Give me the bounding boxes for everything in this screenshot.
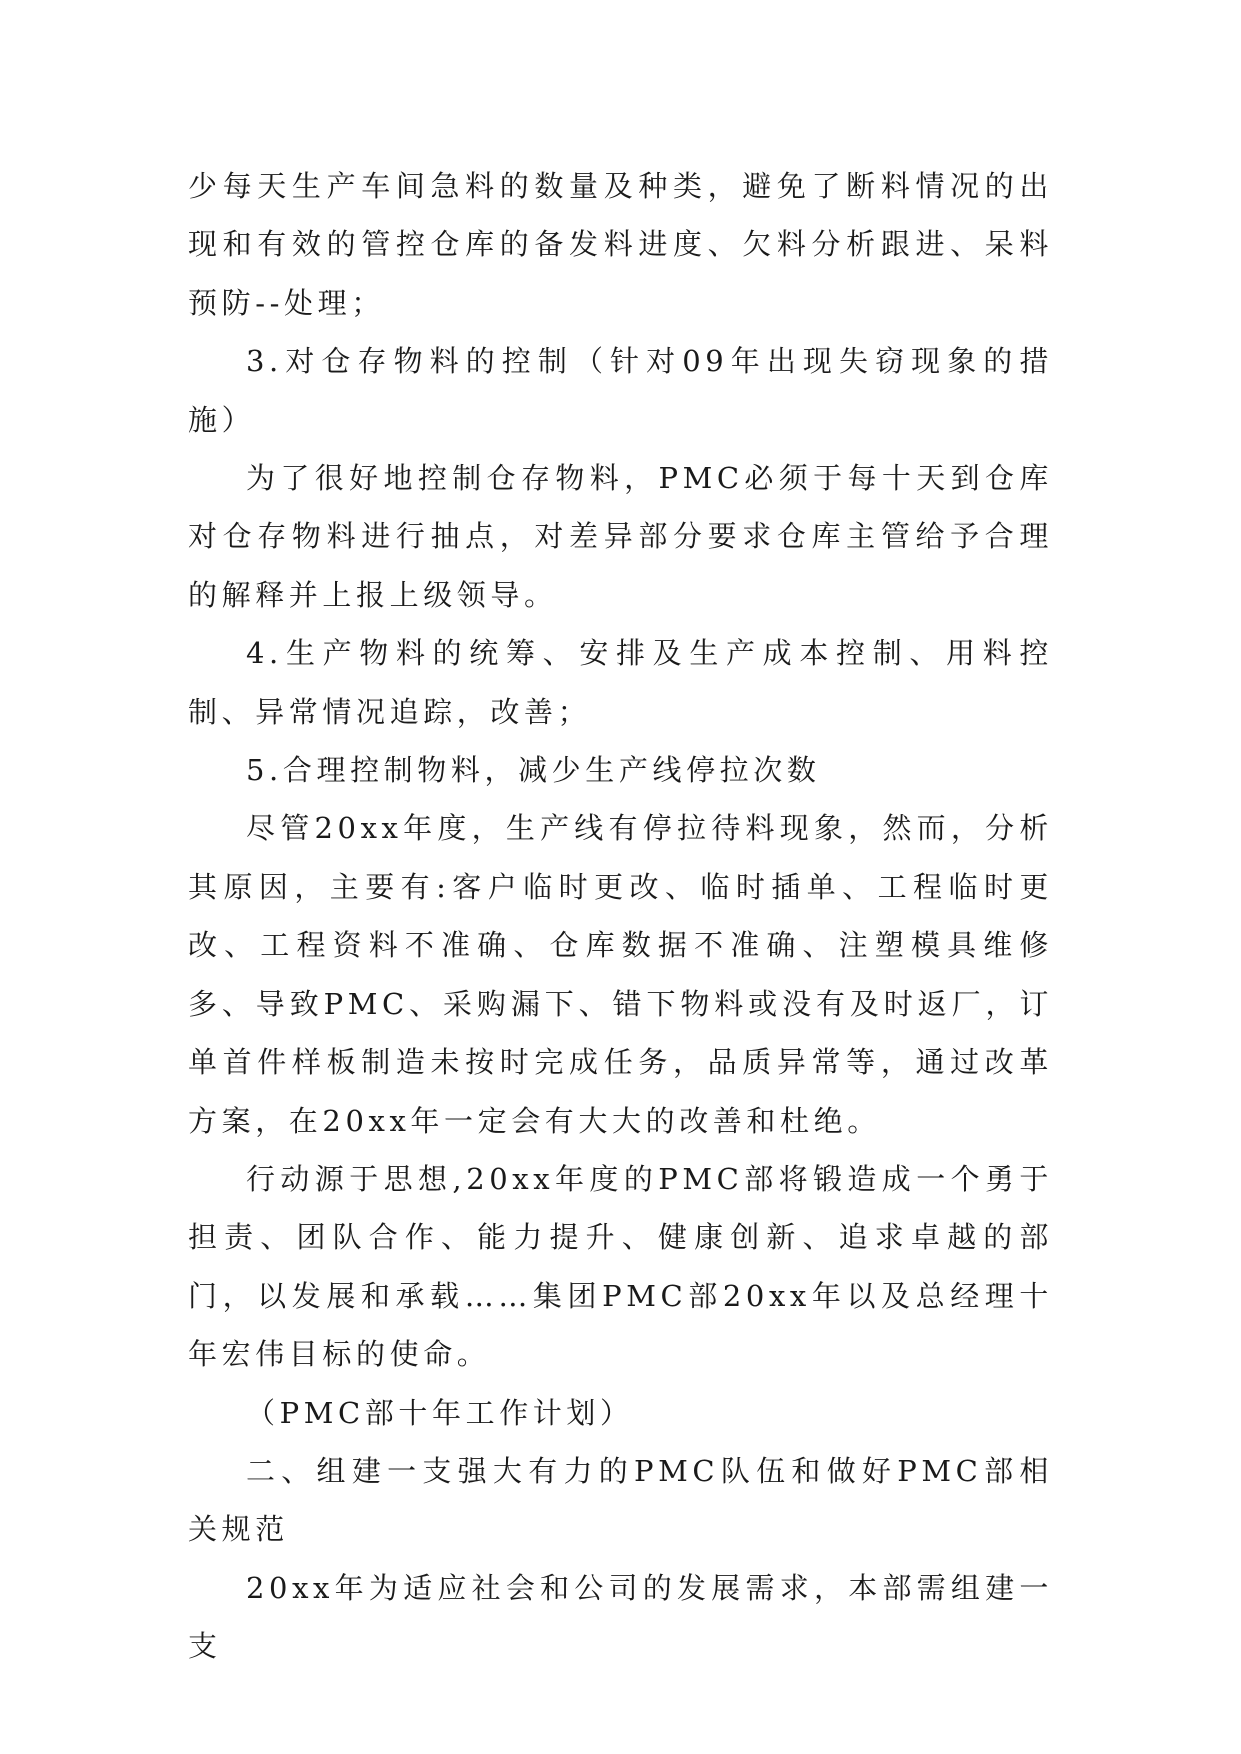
section-heading: 二、组建一支强大有力的PMC队伍和做好PMC部相关规范 xyxy=(188,1453,1053,1547)
paragraph-7: 行动源于思想,20xx年度的PMC部将锻造成一个勇于担责、团队合作、能力提升、健康创新、追求卓越的部门，以发展和承载……集团PMC部20xx年以及总经理十年宏伟目标的使命。 xyxy=(188,1161,1053,1372)
paragraph-2: 3.对仓存物料的控制（针对09年出现失窃现象的措施） xyxy=(188,344,1053,437)
document-body xyxy=(188,157,1053,1676)
paragraph-4: 4.生产物料的统筹、安排及生产成本控制、用料控制、异常情况追踪，改善； xyxy=(188,636,1053,729)
paragraph-3: 为了很好地控制仓存物料，PMC必须于每十天到仓库对仓存物料进行抽点，对差异部分要求仓库主管给予合理的解释并上报上级领导。 xyxy=(188,461,1053,612)
paragraph-8: （PMC部十年工作计划） xyxy=(246,1395,634,1430)
paragraph-5: 5.合理控制物料，减少生产线停拉次数 xyxy=(246,753,821,788)
paragraph-6: 尽管20xx年度，生产线有停拉待料现象，然而，分析其原因，主要有:客户临时更改、临时插单、工程临时更改、工程资料不准确、仓库数据不准确、注塑模具维修多、导致PMC、采购漏下、错下物料或没有及时返厂，订单首件样板制造未按时完成任务，品质异常等，通过改革方案，在20xx年一定会有大大的改善和杜绝。 xyxy=(188,811,1053,1138)
paragraph-10: 20xx年为适应社会和公司的发展需求，本部需组建一支 xyxy=(188,1570,1053,1664)
paragraph-1: 少每天生产车间急料的数量及种类，避免了断料情况的出现和有效的管控仓库的备发料进度、欠料分析跟进、呆料预防--处理； xyxy=(188,169,1053,320)
